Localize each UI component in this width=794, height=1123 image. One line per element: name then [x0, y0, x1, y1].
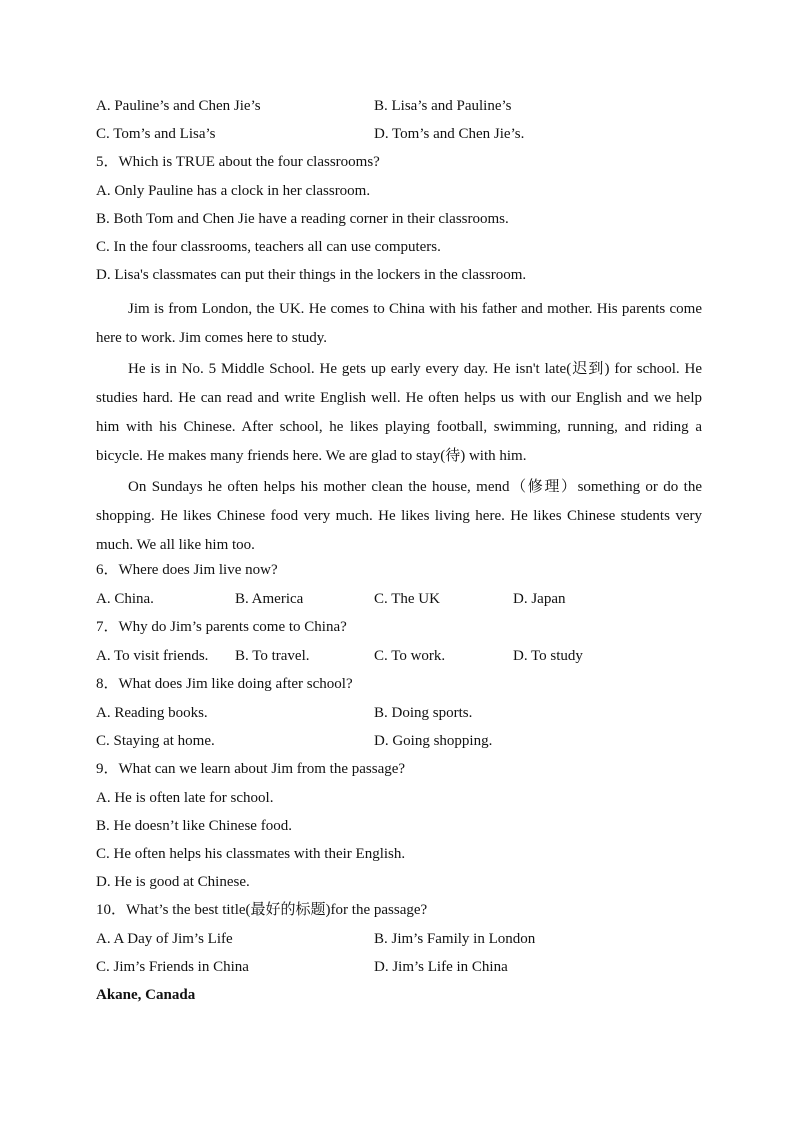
q5-option-b: B. Both Tom and Chen Jie have a reading corner in their classrooms.	[96, 211, 509, 227]
q5-option-d: D. Lisa's classmates can put their things in the lockers in the classroom.	[96, 267, 527, 283]
q4-option-b: B. Lisa’s and Pauline’s	[374, 98, 512, 114]
question-10-stem: 10．What’s the best title(最好的标题)for the passage?	[96, 902, 428, 918]
q4-option-d: D. Tom’s and Chen Jie’s.	[374, 126, 525, 142]
q7-option-d: D. To study	[513, 648, 583, 664]
q4-option-a: A. Pauline’s and Chen Jie’s	[96, 98, 261, 114]
q9-option-c: C. He often helps his classmates with their English.	[96, 846, 406, 862]
question-10-options-row-2	[96, 957, 702, 985]
q7-option-b: B. To travel.	[235, 648, 310, 664]
q10-option-c: C. Jim’s Friends in China	[96, 959, 249, 975]
question-6-stem: 6．Where does Jim live now?	[96, 562, 278, 578]
q10-option-a: A. A Day of Jim’s Life	[96, 931, 233, 947]
question-5-stem: 5．Which is TRUE about the four classrooms?	[96, 154, 380, 170]
question-7-options	[96, 646, 702, 674]
q10-option-b: B. Jim’s Family in London	[374, 931, 536, 947]
q8-option-b: B. Doing sports.	[374, 705, 473, 721]
question-6-options	[96, 589, 702, 617]
q7-option-c: C. To work.	[374, 648, 446, 664]
q6-option-b: B. America	[235, 591, 304, 607]
passage-paragraph-3	[96, 473, 702, 560]
question-8-options-row-1	[96, 703, 702, 731]
q8-option-a: A. Reading books.	[96, 705, 208, 721]
q9-option-b: B. He doesn’t like Chinese food.	[96, 818, 292, 834]
q4-option-c: C. Tom’s and Lisa’s	[96, 126, 216, 142]
passage-paragraph-2	[96, 355, 702, 471]
q6-option-a: A. China.	[96, 591, 154, 607]
q9-option-a: A. He is often late for school.	[96, 790, 274, 806]
document-page	[96, 96, 702, 1013]
question-7-stem: 7．Why do Jim’s parents come to China?	[96, 619, 347, 635]
q5-option-a: A. Only Pauline has a clock in her classroom.	[96, 183, 371, 199]
question-8-options-row-2	[96, 731, 702, 759]
q9-option-d: D. He is good at Chinese.	[96, 874, 250, 890]
passage-paragraph-1	[96, 295, 702, 353]
q6-option-d: D. Japan	[513, 591, 566, 607]
q8-option-d: D. Going shopping.	[374, 733, 493, 749]
passage-paragraph-1-text: Jim is from London, the UK. He comes to China with his father and mother. His parents come here to work. Jim comes here to study.	[96, 301, 702, 346]
question-10-options-row-1	[96, 929, 702, 957]
next-section-heading: Akane, Canada	[96, 987, 196, 1003]
q10-option-d: D. Jim’s Life in China	[374, 959, 508, 975]
question-4-options-row-2	[96, 124, 702, 152]
passage-paragraph-3-text: On Sundays he often helps his mother clean the house, mend（修理）something or do the shopping. He likes Chinese food very much. He likes living here. He likes Chinese students very much. We all like him too.	[96, 479, 702, 553]
q8-option-c: C. Staying at home.	[96, 733, 215, 749]
q6-option-c: C. The UK	[374, 591, 440, 607]
question-9-stem: 9．What can we learn about Jim from the passage?	[96, 761, 406, 777]
q7-option-a: A. To visit friends.	[96, 648, 209, 664]
question-8-stem: 8．What does Jim like doing after school?	[96, 676, 353, 692]
question-4-options-row-1	[96, 96, 702, 124]
q5-option-c: C. In the four classrooms, teachers all can use computers.	[96, 239, 441, 255]
passage-paragraph-2-text: He is in No. 5 Middle School. He gets up early every day. He isn't late(迟到) for school. He studies hard. He can read and write English well. He often helps us with our English and we help him with his Chinese. After school, he likes playing football, swimming, running, and riding a bicycle. He makes many friends here. We are glad to stay(待) with him.	[96, 361, 702, 464]
